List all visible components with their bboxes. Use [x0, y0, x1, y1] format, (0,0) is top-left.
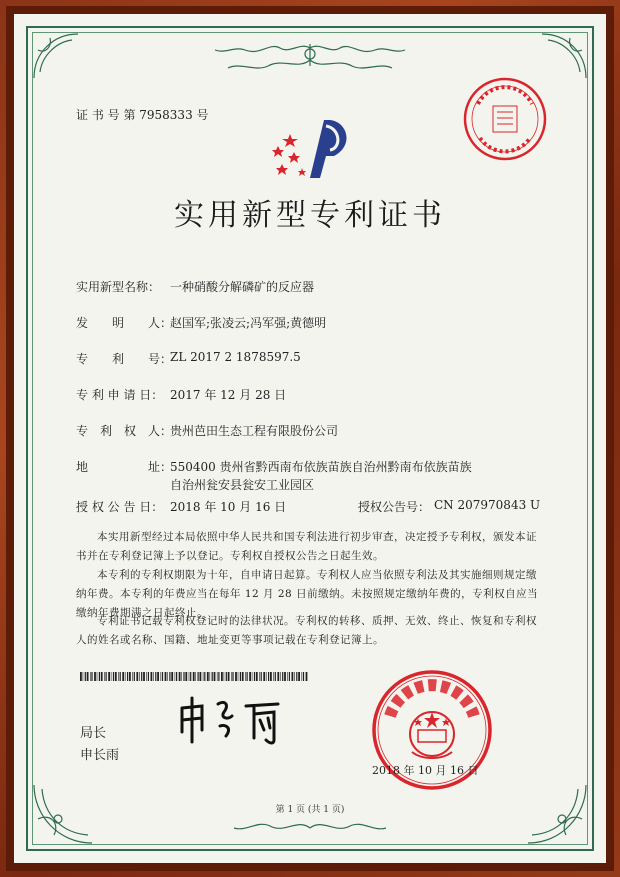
certificate-page: [14, 14, 606, 863]
field-value-name: 一种硝酸分解磷矿的反应器: [170, 280, 315, 294]
director-name: 申长雨: [80, 748, 120, 763]
director-title: 局长: [80, 726, 107, 741]
certificate-title: 实用新型专利证书: [174, 198, 446, 233]
top-ornament: [210, 40, 410, 80]
director-signature: [174, 690, 294, 750]
patent-office-logo: [268, 112, 358, 182]
field-value-address: 550400 贵州省黔西南布依族苗族自治州黔南布依族苗族: [170, 460, 472, 474]
field-label-address: 地 址：: [76, 460, 173, 474]
field-label-grant-date: 授 权 公 告 日：: [76, 500, 164, 514]
field-value-patentee: 贵州芭田生态工程有限股份公司: [170, 424, 339, 438]
paragraph-legal-status: 专利证书记载专利权登记时的法律状况。专利权的转移、质押、无效、终止、恢复和专利权人的姓名或名称、国籍、地址变更等事项记载在专利登记簿上。: [76, 615, 537, 646]
field-label-filing-date: 专 利 申 请 日：: [76, 388, 164, 402]
field-value-patent-number: ZL 2017 2 1878597.5: [170, 350, 301, 364]
seal-date: 2018 年 10 月 16 日: [372, 764, 479, 777]
paragraph-grant: 本实用新型经过本局依照中华人民共和国专利法进行初步审查，决定授予专利权，颁发本证书并在专利登记簿上予以登记。专利权自授权公告之日起生效。: [76, 531, 537, 562]
barcode: [80, 672, 310, 681]
announcement-label: 授权公告号：: [358, 500, 431, 514]
top-right-seal: [460, 74, 550, 164]
bottom-ornament: [230, 814, 390, 840]
field-value-grant-date: 2018 年 10 月 16 日: [170, 500, 287, 514]
certificate-number: 证 书 号 第 7958333 号: [76, 108, 209, 122]
field-value-inventor: 赵国军;张凌云;冯军强;黄德明: [170, 316, 327, 330]
announcement-value: CN 207970843 U: [434, 498, 541, 512]
field-value-address-line2: 自治州瓮安县瓮安工业园区: [170, 478, 315, 492]
field-label-patent-number: 专 利 号：: [76, 352, 173, 366]
page-footer: 第 1 页 (共 1 页): [275, 805, 345, 815]
field-label-patentee: 专 利 权 人：: [76, 424, 173, 438]
field-label-name: 实用新型名称：: [76, 280, 161, 294]
paragraph-term: 本专利的专利权期限为十年，自申请日起算。专利权人应当依照专利法及其实施细则规定缴纳年费。本专利的年费应当在每年 12 月 28 日前缴纳。未按照规定缴纳年费的，专利权自应当缴纳年费期满之日起终止。: [76, 569, 539, 619]
corner-ornament-top-left: [28, 28, 84, 84]
field-label-inventor: 发 明 人：: [76, 316, 173, 330]
field-value-filing-date: 2017 年 12 月 28 日: [170, 388, 287, 402]
